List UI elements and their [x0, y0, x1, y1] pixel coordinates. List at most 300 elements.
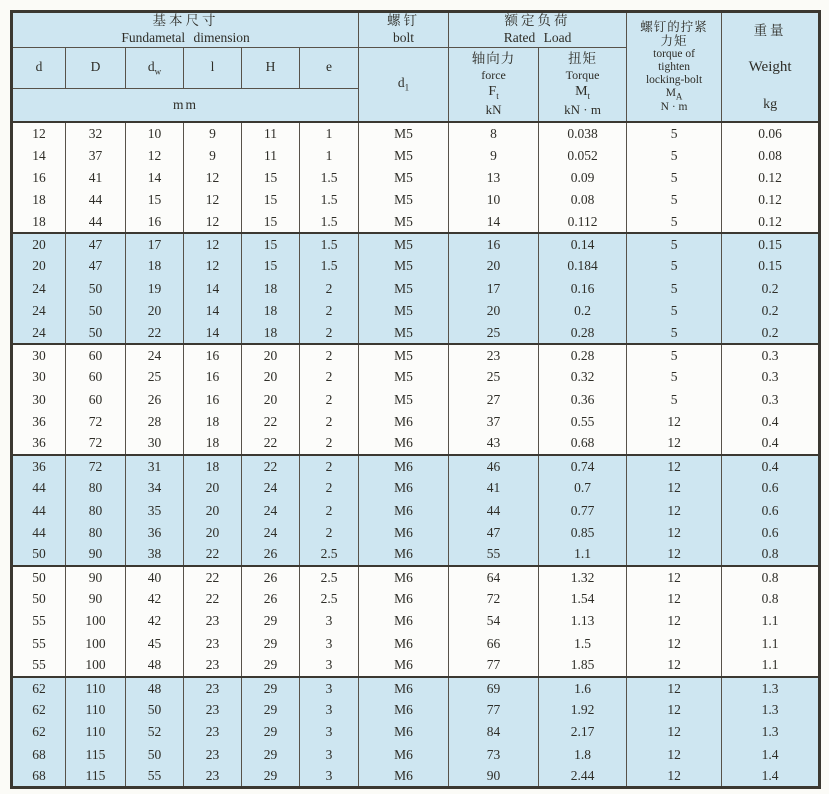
cell-e: 3	[300, 699, 359, 721]
cell-d1: M5	[359, 388, 449, 410]
cell-d1: M6	[359, 544, 449, 566]
cell-d1: M5	[359, 233, 449, 255]
cell-d: 50	[12, 544, 66, 566]
cell-dw: 24	[126, 344, 184, 366]
table-row	[12, 277, 820, 299]
cell-axial-force: 27	[449, 388, 539, 410]
force-en: force	[481, 67, 506, 82]
cell-locking-torque: 12	[627, 721, 722, 743]
bolt-zh: 螺钉	[387, 13, 421, 28]
cell-D: 110	[66, 677, 126, 699]
table-row	[12, 632, 820, 654]
table-row	[12, 721, 820, 743]
cell-e: 2.5	[300, 588, 359, 610]
cell-weight: 0.6	[722, 521, 820, 543]
cell-torque: 0.052	[539, 144, 627, 166]
cell-H: 22	[242, 455, 300, 477]
cell-dw: 18	[126, 255, 184, 277]
cell-axial-force: 55	[449, 544, 539, 566]
table-row	[12, 322, 820, 344]
header-bolt	[359, 12, 449, 48]
cell-locking-torque: 12	[627, 499, 722, 521]
cell-d1: M6	[359, 477, 449, 499]
cell-d: 20	[12, 255, 66, 277]
header-weight	[722, 12, 820, 123]
cell-axial-force: 69	[449, 677, 539, 699]
cell-locking-torque: 12	[627, 455, 722, 477]
cell-l: 12	[184, 211, 242, 233]
cell-torque: 0.08	[539, 189, 627, 211]
locking-zh-line2: 力矩	[660, 34, 688, 49]
cell-torque: 1.92	[539, 699, 627, 721]
cell-e: 3	[300, 743, 359, 765]
cell-dw: 19	[126, 277, 184, 299]
cell-d: 30	[12, 366, 66, 388]
cell-H: 15	[242, 166, 300, 188]
cell-torque: 1.6	[539, 677, 627, 699]
cell-e: 3	[300, 655, 359, 677]
cell-locking-torque: 12	[627, 566, 722, 588]
cell-l: 20	[184, 521, 242, 543]
table-row	[12, 610, 820, 632]
cell-H: 18	[242, 277, 300, 299]
cell-axial-force: 13	[449, 166, 539, 188]
header-rated-load	[449, 12, 627, 48]
cell-weight: 0.6	[722, 499, 820, 521]
cell-d: 50	[12, 566, 66, 588]
cell-dw: 40	[126, 566, 184, 588]
cell-D: 72	[66, 410, 126, 432]
cell-l: 23	[184, 632, 242, 654]
table-row	[12, 588, 820, 610]
cell-D: 60	[66, 344, 126, 366]
cell-e: 2	[300, 388, 359, 410]
cell-D: 90	[66, 544, 126, 566]
cell-d: 68	[12, 765, 66, 787]
cell-dw: 26	[126, 388, 184, 410]
cell-D: 50	[66, 277, 126, 299]
table-row	[12, 344, 820, 366]
cell-locking-torque: 12	[627, 588, 722, 610]
cell-axial-force: 72	[449, 588, 539, 610]
cell-locking-torque: 5	[627, 277, 722, 299]
cell-H: 20	[242, 366, 300, 388]
cell-e: 1.5	[300, 211, 359, 233]
cell-D: 60	[66, 366, 126, 388]
cell-d: 55	[12, 632, 66, 654]
cell-locking-torque: 12	[627, 765, 722, 787]
table-row	[12, 388, 820, 410]
table-row	[12, 765, 820, 787]
cell-locking-torque: 12	[627, 655, 722, 677]
cell-locking-torque: 5	[627, 233, 722, 255]
cell-torque: 1.8	[539, 743, 627, 765]
locking-symbol: $M_A$	[665, 86, 683, 101]
cell-l: 12	[184, 166, 242, 188]
cell-locking-torque: 5	[627, 166, 722, 188]
table-row	[12, 699, 820, 721]
cell-H: 24	[242, 499, 300, 521]
torque-symbol: $M_t$	[575, 83, 591, 101]
cell-weight: 0.12	[722, 211, 820, 233]
cell-d: 44	[12, 521, 66, 543]
rated-load-zh: 额定负荷	[504, 13, 571, 28]
cell-torque: 0.28	[539, 322, 627, 344]
cell-H: 29	[242, 677, 300, 699]
cell-weight: 0.3	[722, 344, 820, 366]
cell-dw: 42	[126, 588, 184, 610]
cell-d1: M6	[359, 566, 449, 588]
cell-locking-torque: 5	[627, 255, 722, 277]
cell-D: 50	[66, 300, 126, 322]
cell-locking-torque: 12	[627, 521, 722, 543]
cell-d1: M5	[359, 144, 449, 166]
cell-l: 14	[184, 300, 242, 322]
cell-axial-force: 47	[449, 521, 539, 543]
cell-weight: 1.1	[722, 610, 820, 632]
cell-e: 2	[300, 499, 359, 521]
table-body	[12, 122, 820, 788]
cell-dw: 50	[126, 743, 184, 765]
table-row	[12, 366, 820, 388]
cell-torque: 2.17	[539, 721, 627, 743]
cell-d: 62	[12, 699, 66, 721]
cell-l: 20	[184, 499, 242, 521]
cell-d: 50	[12, 588, 66, 610]
cell-H: 29	[242, 655, 300, 677]
col-header-torque	[539, 47, 627, 122]
cell-dw: 50	[126, 699, 184, 721]
cell-weight: 0.08	[722, 144, 820, 166]
cell-d1: M5	[359, 255, 449, 277]
cell-d1: M5	[359, 277, 449, 299]
cell-d: 55	[12, 610, 66, 632]
cell-e: 2	[300, 455, 359, 477]
cell-weight: 1.1	[722, 632, 820, 654]
table-row	[12, 233, 820, 255]
cell-torque: 1.1	[539, 544, 627, 566]
cell-D: 44	[66, 189, 126, 211]
cell-torque: 0.2	[539, 300, 627, 322]
cell-d1: M6	[359, 721, 449, 743]
cell-d: 24	[12, 300, 66, 322]
cell-dw: 14	[126, 166, 184, 188]
cell-H: 24	[242, 477, 300, 499]
cell-d: 62	[12, 677, 66, 699]
cell-e: 2	[300, 477, 359, 499]
cell-dw: 16	[126, 211, 184, 233]
cell-e: 1.5	[300, 166, 359, 188]
cell-H: 29	[242, 765, 300, 787]
cell-torque: 0.85	[539, 521, 627, 543]
cell-D: 80	[66, 521, 126, 543]
cell-locking-torque: 5	[627, 300, 722, 322]
col-header-dw: $d_w$	[126, 47, 184, 88]
cell-d: 44	[12, 499, 66, 521]
cell-dw: 20	[126, 300, 184, 322]
cell-axial-force: 8	[449, 122, 539, 144]
cell-torque: 0.09	[539, 166, 627, 188]
cell-torque: 0.68	[539, 433, 627, 455]
cell-H: 20	[242, 344, 300, 366]
cell-d1: M5	[359, 189, 449, 211]
cell-axial-force: 20	[449, 300, 539, 322]
cell-dw: 25	[126, 366, 184, 388]
cell-axial-force: 77	[449, 699, 539, 721]
cell-axial-force: 9	[449, 144, 539, 166]
cell-d1: M6	[359, 765, 449, 787]
cell-weight: 1.4	[722, 743, 820, 765]
cell-axial-force: 66	[449, 632, 539, 654]
cell-d: 62	[12, 721, 66, 743]
cell-d1: M6	[359, 521, 449, 543]
fundamental-en: Fundametal dimension	[121, 29, 250, 45]
torque-zh: 扭矩	[568, 50, 598, 66]
cell-d: 44	[12, 477, 66, 499]
cell-D: 44	[66, 211, 126, 233]
cell-weight: 0.4	[722, 455, 820, 477]
force-symbol: $F_t$	[488, 83, 499, 101]
force-zh: 轴向力	[471, 50, 516, 66]
cell-axial-force: 73	[449, 743, 539, 765]
torque-unit: kN · m	[564, 101, 601, 117]
table-row	[12, 255, 820, 277]
torque-en: Torque	[565, 67, 600, 82]
cell-e: 1.5	[300, 233, 359, 255]
cell-torque: 2.44	[539, 765, 627, 787]
cell-e: 3	[300, 677, 359, 699]
cell-e: 2	[300, 433, 359, 455]
cell-l: 23	[184, 655, 242, 677]
col-header-e: e	[300, 47, 359, 88]
cell-d1: M6	[359, 743, 449, 765]
cell-weight: 0.8	[722, 566, 820, 588]
cell-e: 3	[300, 765, 359, 787]
cell-dw: 34	[126, 477, 184, 499]
cell-weight: 0.8	[722, 544, 820, 566]
cell-torque: 1.32	[539, 566, 627, 588]
cell-l: 23	[184, 765, 242, 787]
cell-l: 23	[184, 699, 242, 721]
cell-e: 3	[300, 632, 359, 654]
cell-l: 16	[184, 388, 242, 410]
cell-d: 24	[12, 322, 66, 344]
cell-d1: M6	[359, 455, 449, 477]
cell-weight: 0.8	[722, 588, 820, 610]
cell-dw: 36	[126, 521, 184, 543]
cell-H: 18	[242, 322, 300, 344]
cell-dw: 28	[126, 410, 184, 432]
header-fundamental-dimension	[12, 12, 359, 48]
cell-locking-torque: 5	[627, 122, 722, 144]
table-row	[12, 122, 820, 144]
cell-l: 23	[184, 610, 242, 632]
cell-weight: 1.3	[722, 677, 820, 699]
table-row	[12, 477, 820, 499]
cell-d: 30	[12, 388, 66, 410]
cell-D: 32	[66, 122, 126, 144]
unit-row-mm: mm	[12, 88, 359, 122]
cell-d1: M5	[359, 166, 449, 188]
weight-zh: 重量	[753, 23, 787, 38]
cell-l: 23	[184, 743, 242, 765]
cell-D: 72	[66, 455, 126, 477]
cell-torque: 0.32	[539, 366, 627, 388]
cell-H: 11	[242, 144, 300, 166]
cell-e: 2	[300, 366, 359, 388]
force-unit: kN	[485, 101, 502, 117]
cell-torque: 0.74	[539, 455, 627, 477]
cell-weight: 0.12	[722, 166, 820, 188]
cell-e: 2	[300, 300, 359, 322]
cell-l: 14	[184, 322, 242, 344]
table-row	[12, 677, 820, 699]
bolt-en: bolt	[393, 29, 415, 45]
cell-d1: M5	[359, 211, 449, 233]
cell-dw: 42	[126, 610, 184, 632]
cell-axial-force: 17	[449, 277, 539, 299]
cell-H: 22	[242, 410, 300, 432]
col-header-D: D	[66, 47, 126, 88]
cell-torque: 0.55	[539, 410, 627, 432]
cell-l: 18	[184, 455, 242, 477]
cell-dw: 55	[126, 765, 184, 787]
cell-axial-force: 90	[449, 765, 539, 787]
table-row	[12, 300, 820, 322]
cell-D: 110	[66, 699, 126, 721]
locking-en-line3: locking-bolt	[645, 73, 703, 86]
cell-d: 36	[12, 455, 66, 477]
cell-axial-force: 20	[449, 255, 539, 277]
cell-H: 29	[242, 610, 300, 632]
cell-H: 18	[242, 300, 300, 322]
cell-axial-force: 10	[449, 189, 539, 211]
cell-e: 1.5	[300, 255, 359, 277]
cell-d1: M6	[359, 588, 449, 610]
cell-weight: 0.15	[722, 233, 820, 255]
cell-d: 16	[12, 166, 66, 188]
cell-l: 14	[184, 277, 242, 299]
cell-torque: 0.184	[539, 255, 627, 277]
cell-axial-force: 37	[449, 410, 539, 432]
cell-dw: 12	[126, 144, 184, 166]
cell-locking-torque: 5	[627, 388, 722, 410]
table-row	[12, 433, 820, 455]
cell-l: 12	[184, 189, 242, 211]
cell-d: 18	[12, 189, 66, 211]
cell-locking-torque: 12	[627, 433, 722, 455]
cell-H: 22	[242, 433, 300, 455]
cell-d: 20	[12, 233, 66, 255]
cell-locking-torque: 12	[627, 410, 722, 432]
cell-weight: 0.6	[722, 477, 820, 499]
spec-table-sheet	[10, 10, 818, 783]
cell-H: 29	[242, 743, 300, 765]
cell-d1: M6	[359, 655, 449, 677]
cell-D: 115	[66, 765, 126, 787]
cell-e: 3	[300, 721, 359, 743]
cell-l: 12	[184, 255, 242, 277]
table-row	[12, 455, 820, 477]
cell-locking-torque: 12	[627, 743, 722, 765]
cell-torque: 1.85	[539, 655, 627, 677]
cell-D: 41	[66, 166, 126, 188]
cell-axial-force: 23	[449, 344, 539, 366]
cell-l: 23	[184, 721, 242, 743]
cell-D: 37	[66, 144, 126, 166]
cell-torque: 1.5	[539, 632, 627, 654]
cell-d: 55	[12, 655, 66, 677]
cell-D: 90	[66, 566, 126, 588]
cell-d: 14	[12, 144, 66, 166]
cell-l: 16	[184, 344, 242, 366]
col-header-d: d	[12, 47, 66, 88]
cell-locking-torque: 5	[627, 322, 722, 344]
cell-dw: 30	[126, 433, 184, 455]
table-row	[12, 144, 820, 166]
cell-D: 80	[66, 499, 126, 521]
cell-weight: 1.3	[722, 699, 820, 721]
cell-H: 29	[242, 699, 300, 721]
locking-en-line1: torque of	[653, 48, 695, 61]
cell-axial-force: 54	[449, 610, 539, 632]
cell-D: 100	[66, 610, 126, 632]
cell-weight: 0.2	[722, 300, 820, 322]
cell-e: 2	[300, 344, 359, 366]
table-row	[12, 499, 820, 521]
cell-dw: 48	[126, 677, 184, 699]
cell-D: 80	[66, 477, 126, 499]
cell-l: 9	[184, 144, 242, 166]
cell-torque: 0.16	[539, 277, 627, 299]
cell-D: 110	[66, 721, 126, 743]
cell-l: 22	[184, 544, 242, 566]
cell-l: 16	[184, 366, 242, 388]
cell-weight: 0.15	[722, 255, 820, 277]
col-header-l: l	[184, 47, 242, 88]
cell-locking-torque: 12	[627, 610, 722, 632]
cell-d: 36	[12, 433, 66, 455]
cell-d1: M6	[359, 610, 449, 632]
cell-axial-force: 25	[449, 366, 539, 388]
cell-d1: M5	[359, 322, 449, 344]
cell-D: 115	[66, 743, 126, 765]
cell-d1: M6	[359, 499, 449, 521]
cell-D: 100	[66, 632, 126, 654]
cell-d: 24	[12, 277, 66, 299]
cell-H: 15	[242, 189, 300, 211]
cell-e: 1.5	[300, 189, 359, 211]
cell-e: 1	[300, 122, 359, 144]
cell-l: 18	[184, 433, 242, 455]
cell-locking-torque: 5	[627, 211, 722, 233]
cell-H: 26	[242, 544, 300, 566]
cell-torque: 0.36	[539, 388, 627, 410]
cell-H: 26	[242, 566, 300, 588]
cell-d: 30	[12, 344, 66, 366]
rated-load-en: Rated Load	[503, 29, 572, 45]
cell-torque: 0.28	[539, 344, 627, 366]
cell-e: 1	[300, 144, 359, 166]
cell-torque: 1.13	[539, 610, 627, 632]
cell-H: 15	[242, 233, 300, 255]
cell-H: 29	[242, 721, 300, 743]
cell-torque: 1.54	[539, 588, 627, 610]
cell-D: 60	[66, 388, 126, 410]
cell-axial-force: 43	[449, 433, 539, 455]
cell-locking-torque: 5	[627, 189, 722, 211]
table-row	[12, 166, 820, 188]
